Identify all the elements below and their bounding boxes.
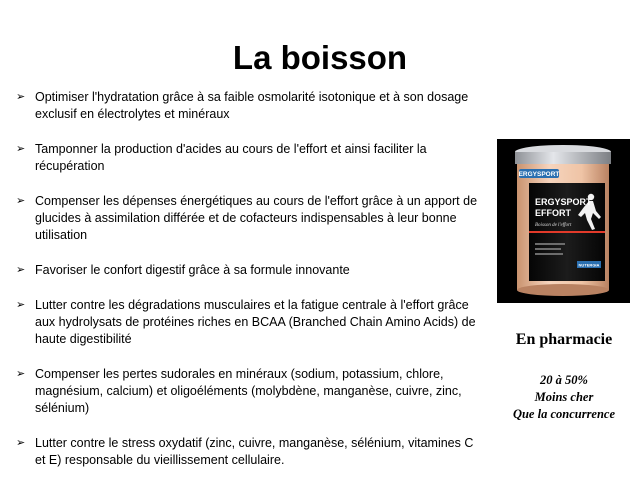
can-name-line1: ERGYSPORT (535, 197, 592, 207)
bullet-text: Lutter contre les dégradations musculaires et la fatigue centrale à l'effort grâce aux hydrolysats de protéines riches en BCAA (Branched Chain Amino Acids) de haute digestibilité (35, 298, 476, 346)
bullet-item (16, 141, 486, 175)
promo-percentage: 20 à 50% (540, 373, 588, 387)
can-subtitle: Boisson de l'effort (535, 223, 572, 228)
bullet-item (16, 435, 486, 469)
slide-title: La boisson (232, 39, 408, 76)
label-accent-stripe (529, 231, 605, 233)
bullet-item (16, 262, 486, 279)
price-promo (490, 372, 638, 423)
bullet-text: Lutter contre le stress oxydatif (zinc, cuivre, manganèse, sélénium, vitamines C et E) responsable du vieillissement cellulaire. (35, 436, 474, 467)
arrow-bullet-icon: ➢ (16, 368, 26, 380)
label-fineprint-line (535, 253, 563, 255)
product-can-illustration (497, 139, 630, 303)
product-image (497, 139, 630, 303)
bullet-text: Favoriser le confort digestif grâce à sa formule innovante (35, 263, 350, 277)
label-fineprint-line (535, 243, 565, 245)
arrow-bullet-icon: ➢ (16, 143, 26, 155)
can-maker-text: NUTERGIA (578, 262, 600, 268)
can-name-line2: EFFORT (535, 208, 571, 218)
can-brand-text: ERGYSPORT (518, 171, 560, 178)
pharmacy-heading: En pharmacie (515, 331, 613, 348)
label-fineprint-line (535, 248, 561, 250)
arrow-bullet-icon: ➢ (16, 299, 26, 311)
bullet-list (16, 89, 486, 487)
arrow-bullet-icon: ➢ (16, 195, 26, 207)
promo-competition: Que la concurrence (512, 407, 616, 421)
can-lid-rim (515, 152, 611, 164)
bullet-item (16, 193, 486, 244)
can-bottom (517, 284, 609, 296)
bullet-item (16, 366, 486, 417)
arrow-bullet-icon: ➢ (16, 437, 26, 449)
bullet-item (16, 297, 486, 348)
arrow-bullet-icon: ➢ (16, 91, 26, 103)
bullet-text: Tamponner la production d'acides au cours de l'effort et ainsi faciliter la récupération (35, 142, 427, 173)
arrow-bullet-icon: ➢ (16, 264, 26, 276)
bullet-text: Compenser les dépenses énergétiques au cours de l'effort grâce à un apport de glucides à assimilation différée et de cofacteurs indispensables à leur bonne utilisation (35, 194, 478, 242)
bullet-text: Compenser les pertes sudorales en minéraux (sodium, potassium, chlore, magnésium, calcium) et oligoéléments (molybdène, manganèse, cuivre, zinc, sélénium) (35, 367, 462, 415)
promo-cheaper: Moins cher (534, 390, 594, 404)
bullet-text: Optimiser l'hydratation grâce à sa faible osmolarité isotonique et à son dosage exclusif en électrolytes et minéraux (35, 90, 469, 121)
bullet-item (16, 89, 486, 123)
